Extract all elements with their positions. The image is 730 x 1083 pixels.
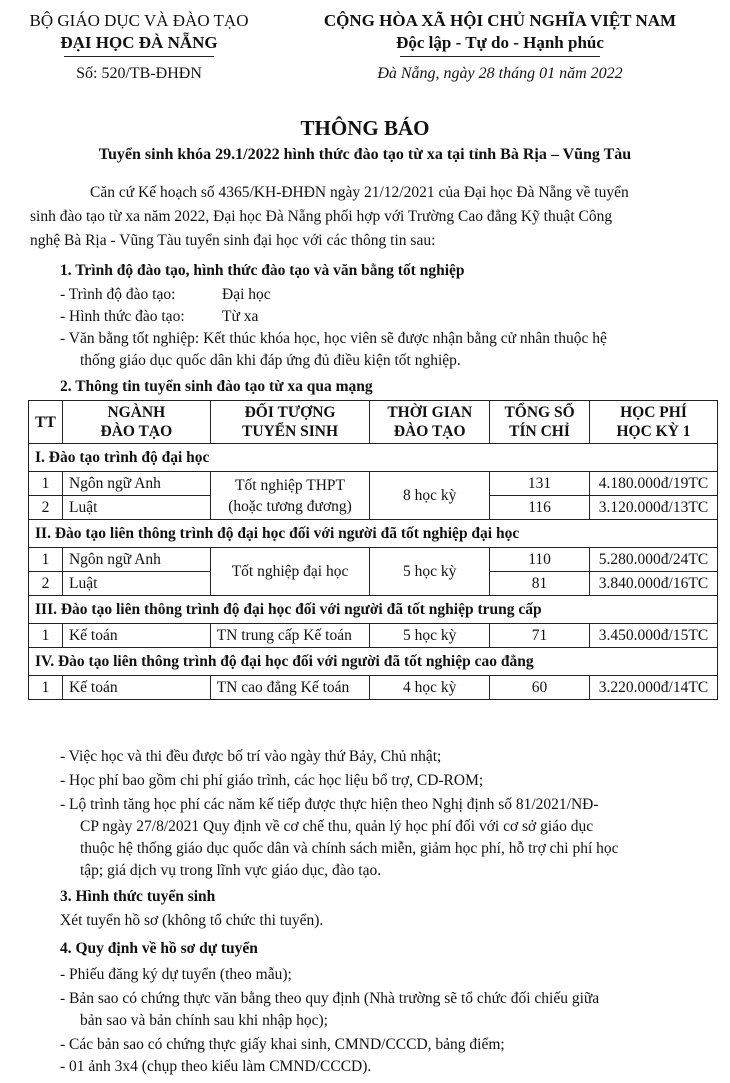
row-major: Luật [62,572,210,596]
row-fee: 3.120.000đ/13TC [589,496,717,520]
row-credits: 116 [490,496,590,520]
col-header-fee: HỌC PHÍ HỌC KỲ 1 [589,401,717,444]
row-tt: 1 [29,624,63,648]
section-1-heading: 1. Trình độ đào tạo, hình thức đào tạo và văn bằng tốt nghiệp [60,262,465,279]
table-row [29,472,718,496]
group-title-row [29,648,718,676]
document-number: Số: 520/TB-ĐHĐN [76,65,202,82]
row-major: Ngôn ngữ Anh [62,548,210,572]
group-2-duration: 5 học kỳ [370,548,490,596]
note-line-5: thuộc hệ thống giáo dục quốc dân và chính sách miễn, giảm học phí, hỗ trợ chi phí học [80,840,619,857]
row-target: TN cao đẳng Kế toán [210,676,370,700]
header-left-underline [64,56,214,57]
col-header-duration: THỜI GIAN ĐÀO TẠO [370,401,490,444]
header-left [14,10,264,85]
row-fee: 3.840.000đ/16TC [589,572,717,596]
row-duration: 5 học kỳ [370,624,490,648]
row-credits: 81 [490,572,590,596]
group-2-target: Tốt nghiệp đại học [210,548,370,596]
row-duration: 4 học kỳ [370,676,490,700]
section-4-heading: 4. Quy định về hồ sơ dự tuyển [60,940,258,957]
col-header-target: ĐỐI TƯỢNG TUYỂN SINH [210,401,370,444]
document-subtitle: Tuyển sinh khóa 29.1/2022 hình thức đào tạo từ xa tại tỉnh Bà Rịa – Vũng Tàu [98,146,632,163]
ministry-name: BỘ GIÁO DỤC VÀ ĐÀO TẠO [29,11,249,30]
row-tt: 1 [29,676,63,700]
table-row [29,624,718,648]
row-credits: 131 [490,472,590,496]
intro-line-1: Căn cứ Kế hoạch số 4365/KH-ĐHĐN ngày 21/12/2021 của Đại học Đà Nẵng về tuyển [90,184,629,201]
row-major: Ngôn ngữ Anh [62,472,210,496]
row-major: Kế toán [62,676,210,700]
note-line-4: CP ngày 27/8/2021 Quy định về cơ chế thu, quản lý học phí đối với cơ sở giáo dục [80,818,594,835]
row-major: Luật [62,496,210,520]
admission-table [28,400,718,700]
group-title-row [29,444,718,472]
row-tt: 1 [29,472,63,496]
diploma-line-1: - Văn bằng tốt nghiệp: Kết thúc khóa học, học viên sẽ được nhận bằng cử nhân thuộc hệ [60,330,607,347]
document-title: THÔNG BÁO [300,116,430,140]
intro-line-3: nghệ Bà Rịa - Vũng Tàu tuyển sinh đại học với các thông tin sau: [30,232,436,249]
training-level-label: - Trình độ đào tạo: [60,286,176,303]
group-2-title: II. Đào tạo liên thông trình độ đại học đối với người đã tốt nghiệp đại học [29,520,718,548]
row-tt: 2 [29,572,63,596]
national-motto: Độc lập - Tự do - Hạnh phúc [396,33,604,52]
diploma-line-2: thống giáo dục quốc dân khi đáp ứng đủ điều kiện tốt nghiệp. [80,352,461,369]
note-line-1: - Việc học và thi đều được bố trí vào ngày thứ Bảy, Chủ nhật; [60,748,442,765]
group-3-title: III. Đào tạo liên thông trình độ đại học đối với người đã tốt nghiệp trung cấp [29,596,718,624]
table-row [29,548,718,572]
requirement-item: bản sao và bản chính sau khi nhập học); [80,1012,328,1029]
requirement-item: - Các bản sao có chứng thực giấy khai sinh, CMND/CCCD, bảng điểm; [60,1036,505,1053]
row-credits: 60 [490,676,590,700]
col-header-credits: TỔNG SỐ TÍN CHỈ [490,401,590,444]
requirement-item: - 01 ảnh 3x4 (chụp theo kiểu làm CMND/CCCD). [60,1058,372,1075]
university-name: ĐẠI HỌC ĐÀ NẴNG [60,33,218,52]
note-line-6: tập; giá dịch vụ trong lĩnh vực giáo dục, đào tạo. [80,862,382,879]
row-credits: 71 [490,624,590,648]
note-line-3: - Lộ trình tăng học phí các năm kế tiếp được thực hiện theo Nghị định số 81/2021/NĐ- [60,796,599,813]
group-1-title: I. Đào tạo trình độ đại học [29,444,718,472]
training-level-value: Đại học [222,286,271,303]
country-name: CỘNG HÒA XÃ HỘI CHỦ NGHĨA VIỆT NAM [323,11,677,30]
group-title-row [29,520,718,548]
training-form-label: - Hình thức đào tạo: [60,308,185,325]
table-header-row [29,401,718,444]
section-3-text: Xét tuyển hồ sơ (không tổ chức thi tuyển). [60,912,324,929]
group-1-target: Tốt nghiệp THPT (hoặc tương đương) [210,472,370,520]
header-right [285,10,715,85]
header-right-underline [400,56,600,57]
training-form-value: Từ xa [222,308,259,325]
row-tt: 1 [29,548,63,572]
row-credits: 110 [490,548,590,572]
row-fee: 3.450.000đ/15TC [589,624,717,648]
row-fee: 4.180.000đ/19TC [589,472,717,496]
document-date: Đà Nẵng, ngày 28 tháng 01 năm 2022 [377,65,623,82]
intro-line-2: sinh đào tạo từ xa năm 2022, Đại học Đà Nẵng phối hợp với Trường Cao đẳng Kỹ thuật Công [30,208,613,225]
section-3-heading: 3. Hình thức tuyển sinh [60,888,216,905]
row-target: TN trung cấp Kế toán [210,624,370,648]
section-2-heading: 2. Thông tin tuyển sinh đào tạo từ xa qua mạng [60,378,373,395]
col-header-tt: TT [29,401,63,444]
group-1-duration: 8 học kỳ [370,472,490,520]
note-line-2: - Học phí bao gồm chi phí giáo trình, các học liệu bổ trợ, CD-ROM; [60,772,484,789]
col-header-major: NGÀNH ĐÀO TẠO [62,401,210,444]
row-fee: 3.220.000đ/14TC [589,676,717,700]
row-major: Kế toán [62,624,210,648]
requirement-item: - Phiếu đăng ký dự tuyển (theo mẫu); [60,966,292,983]
row-tt: 2 [29,496,63,520]
requirement-item: - Bản sao có chứng thực văn bằng theo quy định (Nhà trường sẽ tổ chức đối chiếu giữa [60,990,600,1007]
table-row [29,676,718,700]
row-fee: 5.280.000đ/24TC [589,548,717,572]
group-4-title: IV. Đào tạo liên thông trình độ đại học đối với người đã tốt nghiệp cao đẳng [29,648,718,676]
group-title-row [29,596,718,624]
